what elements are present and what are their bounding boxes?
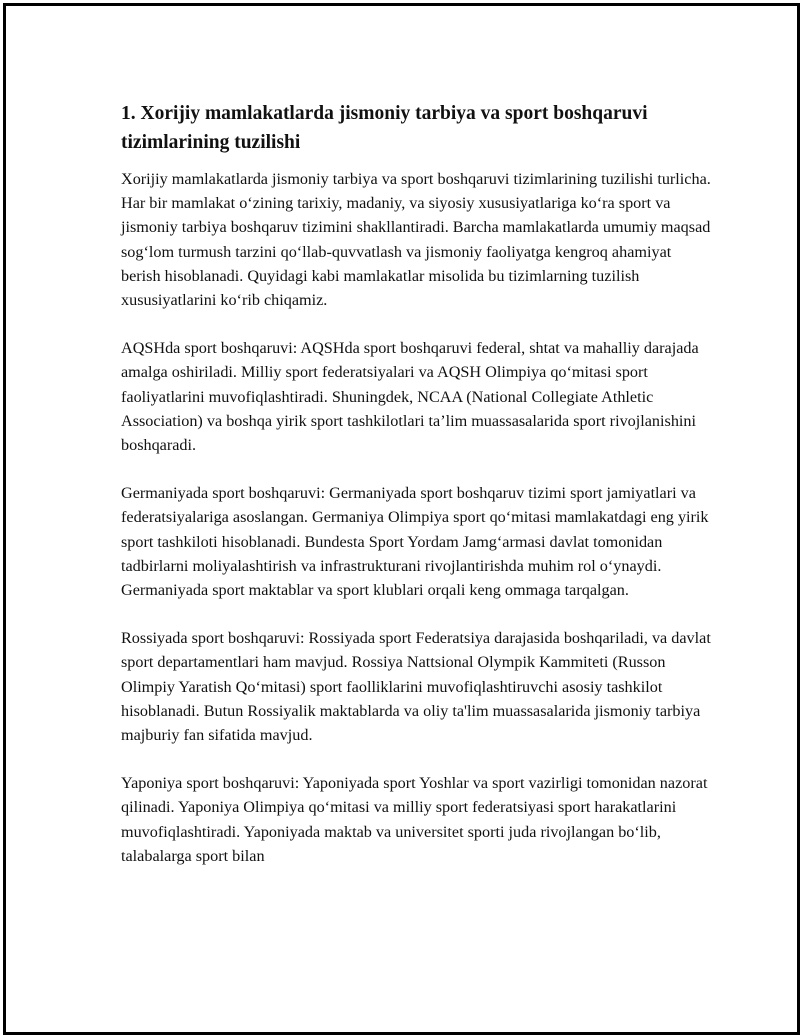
paragraph-germany: Germaniyada sport boshqaruvi: Germaniyada sport boshqaruv tizimi sport jamiyatlari va federatsiyalariga asoslangan. Germaniya Olimpiya sport qo‘mitasi mamlakatdagi eng yirik sport tashkiloti hisoblanadi. Bundesta Sport Yordam Jamg‘armasi davlat tomonidan tadbirlarni moliyalashtirish va infrastrukturani rivojlantirishda muhim rol o‘ynaydi. Germaniyada sport maktablar va sport klublari orqali keng ommaga tarqalgan. xyxy=(121,484,709,600)
paragraph-intro: Xorijiy mamlakatlarda jismoniy tarbiya va sport boshqaruvi tizimlarining tuzilishi turlicha. Har bir mamlakat o‘zining tarixiy, madaniy, va siyosiy xususiyatlariga ko‘ra sport va jismoniy tarbiya boshqaruv tizimini shakllantiradi. Barcha mamlakatlarda umumiy maqsad sog‘lom turmush tarzini qo‘llab-quvvatlash va jismoniy faoliyatga kengroq ahamiyat berish hisoblanadi. Quyidagi kabi mamlakatlar misolida bu tizimlarning tuzilish xususiyatlarini ko‘rib chiqamiz. xyxy=(121,170,711,310)
section-title: 1. Xorijiy mamlakatlarda jismoniy tarbiya va sport boshqaruvi tizimlarining tuzilishi xyxy=(121,103,648,153)
paragraph-japan: Yaponiya sport boshqaruvi: Yaponiyada sport Yoshlar va sport vazirligi tomonidan nazorat qilinadi. Yaponiya Olimpiya qo‘mitasi va milliy sport federatsiyasi sport harakatlarini muvofiqlashtiradi. Yaponiyada maktab va universitet sporti juda rivojlangan bo‘lib, talabalarga sport bilan xyxy=(121,774,708,865)
document-body xyxy=(121,99,711,892)
paragraph-usa: AQSHda sport boshqaruvi: AQSHda sport boshqaruvi federal, shtat va mahalliy darajada amalga oshiriladi. Milliy sport federatsiyalari va AQSH Olimpiya qo‘mitasi sport faoliyatlarini muvofiqlashtiradi. Shuningdek, NCAA (National Collegiate Athletic Association) va boshqa yirik sport tashkilotlari ta’lim muassasalarida sport rivojlanishini boshqaradi. xyxy=(121,339,699,455)
document-page xyxy=(3,3,800,1035)
paragraph-russia: Rossiyada sport boshqaruvi: Rossiyada sport Federatsiya darajasida boshqariladi, va davlat sport departamentlari ham mavjud. Rossiya Nattsional Olympik Kammiteti (Russon Olimpiy Yaratish Qo‘mitasi) sport faolliklarini muvofiqlashtiruvchi asosiy tashkilot hisoblanadi. Butun Rossiyalik maktablarda va oliy ta'lim muassasalarida jismoniy tarbiya majburiy fan sifatida mavjud. xyxy=(121,629,711,745)
